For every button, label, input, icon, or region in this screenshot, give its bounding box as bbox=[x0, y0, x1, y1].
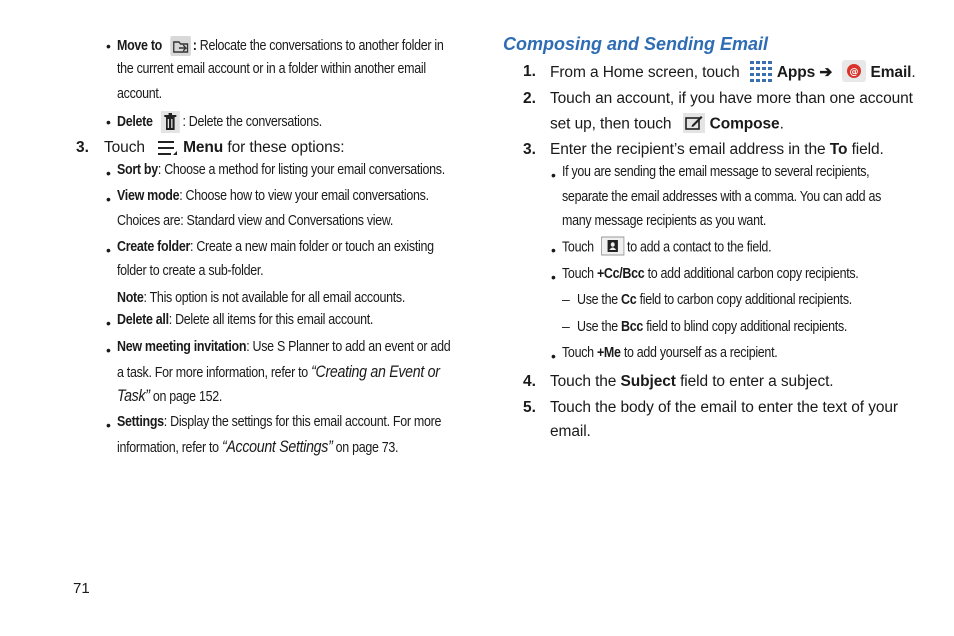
step-2-number: 2. bbox=[523, 90, 536, 107]
view-mode-line2: Choices are: Standard view and Conversations view. bbox=[117, 213, 394, 229]
bullet: • bbox=[106, 165, 111, 181]
step-2-line1: Touch an account, if you have more than one account bbox=[550, 90, 913, 107]
step-3-number: 3. bbox=[76, 139, 89, 156]
step-4-text: Touch the Subject field to enter a subject. bbox=[550, 373, 834, 390]
trash-icon bbox=[161, 111, 180, 133]
create-folder-line1: Create folder: Create a new main folder or touch an existing bbox=[117, 239, 434, 255]
bullet: • bbox=[106, 114, 111, 130]
bullet: • bbox=[551, 348, 556, 364]
step-5-line1: Touch the body of the email to enter the text of your bbox=[550, 399, 898, 416]
cc-line: Use the Cc field to carbon copy additional recipients. bbox=[577, 292, 852, 308]
me-line: Touch +Me to add yourself as a recipient. bbox=[562, 345, 778, 361]
bullet: • bbox=[551, 167, 556, 183]
bullet: • bbox=[106, 38, 111, 54]
move-to-line1: Move to : Relocate the conversations to another folder in bbox=[117, 36, 443, 56]
move-to-line3: account. bbox=[117, 86, 162, 102]
bullet: • bbox=[106, 315, 111, 331]
bullet: • bbox=[106, 342, 111, 358]
new-meeting-line2: a task. For more information, refer to “Creating an Event or bbox=[117, 363, 440, 381]
step-5-number: 5. bbox=[523, 399, 536, 416]
delete-line: Delete : Delete the conversations. bbox=[117, 111, 322, 133]
recipients-line3: many message recipients as you want. bbox=[562, 213, 767, 229]
dash: – bbox=[562, 318, 570, 334]
bullet: • bbox=[106, 191, 111, 207]
note-line: Note: This option is not available for all email accounts. bbox=[117, 290, 405, 306]
view-mode-line1: View mode: Choose how to view your email conversations. bbox=[117, 188, 429, 204]
step-1-number: 1. bbox=[523, 63, 536, 80]
new-meeting-line3: Task” on page 152. bbox=[117, 387, 223, 405]
contact-icon bbox=[600, 236, 624, 256]
bullet: • bbox=[551, 269, 556, 285]
menu-icon bbox=[155, 139, 179, 157]
step-3-text: Enter the recipient’s email address in the To field. bbox=[550, 141, 884, 158]
page-number: 71 bbox=[73, 580, 90, 597]
step-3-text: Touch Menu for these options: bbox=[104, 139, 345, 157]
step-1-text: From a Home screen, touch Apps ➔ @ Email. bbox=[550, 63, 916, 83]
dash: – bbox=[562, 291, 570, 307]
add-contact-line: Touch to add a contact to the field. bbox=[562, 239, 771, 256]
apps-grid-icon bbox=[748, 59, 774, 83]
recipients-line2: separate the email addresses with a comma. You can add as bbox=[562, 189, 882, 205]
bullet: • bbox=[551, 242, 556, 258]
move-folder-icon bbox=[170, 36, 191, 56]
bullet: • bbox=[106, 242, 111, 258]
step-2-line2: set up, then touch Compose. bbox=[550, 115, 784, 134]
svg-text:@: @ bbox=[849, 67, 858, 78]
delete-all-line: Delete all: Delete all items for this email account. bbox=[117, 312, 374, 328]
compose-icon bbox=[682, 112, 706, 134]
create-folder-line2: folder to create a sub-folder. bbox=[117, 263, 264, 279]
bcc-line: Use the Bcc field to blind copy additional recipients. bbox=[577, 319, 848, 335]
recipients-line1: If you are sending the email message to several recipients, bbox=[562, 164, 870, 180]
move-to-line2: the current email account or in a folder within another email bbox=[117, 61, 426, 77]
section-heading: Composing and Sending Email bbox=[503, 34, 769, 54]
email-app-icon bbox=[841, 59, 867, 83]
cc-bcc-line: Touch +Cc/Bcc to add additional carbon copy recipients. bbox=[562, 266, 859, 282]
new-meeting-line1: New meeting invitation: Use S Planner to add an event or add bbox=[117, 339, 451, 355]
step-5-line2: email. bbox=[550, 423, 591, 440]
sort-by-line: Sort by: Choose a method for listing your email conversations. bbox=[117, 162, 445, 178]
step-3-number: 3. bbox=[523, 141, 536, 158]
settings-line2: information, refer to “Account Settings” on page 73. bbox=[117, 438, 399, 456]
step-4-number: 4. bbox=[523, 373, 536, 390]
bullet: • bbox=[106, 417, 111, 433]
settings-line1: Settings: Display the settings for this email account. For more bbox=[117, 414, 442, 430]
